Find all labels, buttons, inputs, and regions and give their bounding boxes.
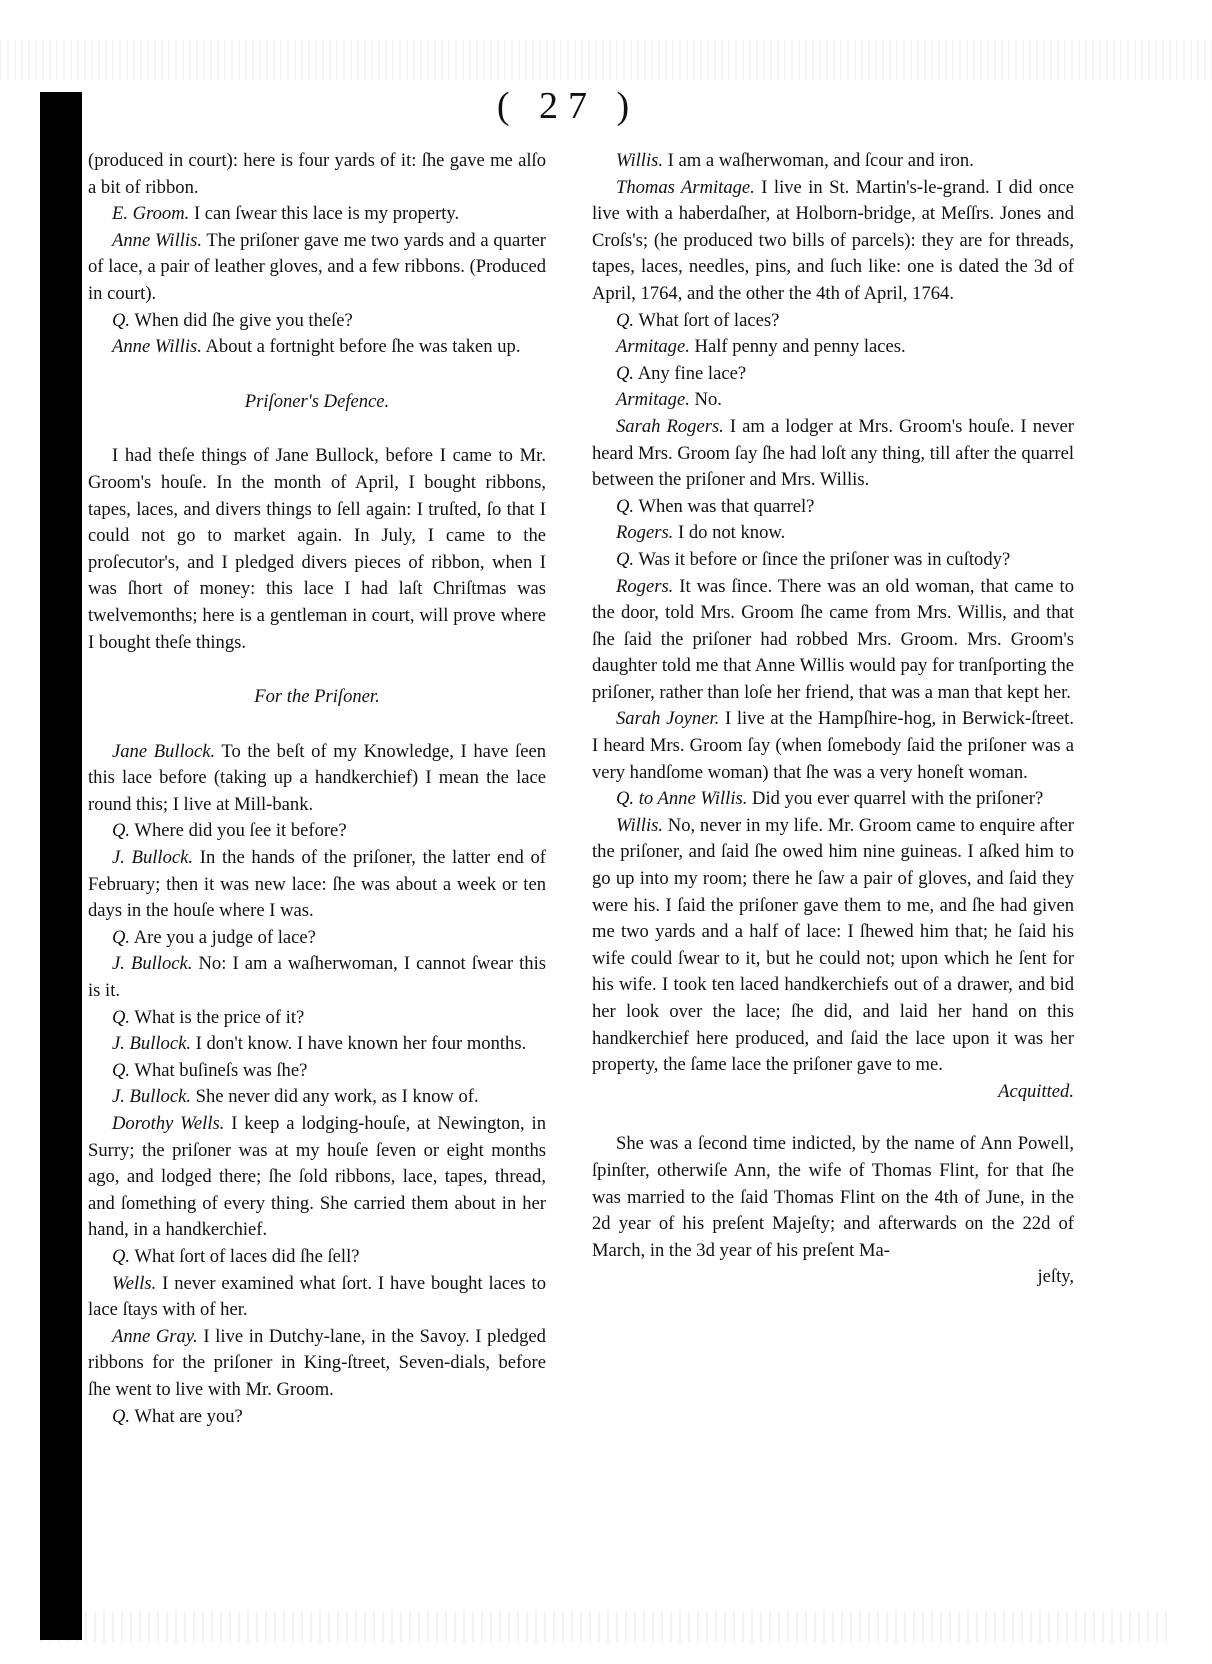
right-para: Armitage. No. — [616, 389, 722, 411]
left-para: Q. When did ſhe give you theſe? — [112, 309, 353, 331]
left-para: (produced in court): here is four yards of it: ſhe gave me alſo a bit of ribbon. — [88, 150, 546, 198]
left-para: Dorothy Wells. I keep a lodging-houſe, at Newington, in Surry; the priſoner was at my houſe ſeven or eight months ago, and lodged there; ſhe ſold ribbons, lace, tapes, thread, and ſomething of every thing. She carried them about in her hand, in a handkerchief. — [88, 1113, 547, 1241]
scan-noise-bottom — [40, 1612, 1170, 1642]
right-column — [592, 148, 1074, 1291]
left-para: Q. What is the price of it? — [112, 1006, 305, 1028]
defence-para: I had theſe things of Jane Bullock, before I came to Mr. Groom's houſe. In the month of April, I bought ribbons, tapes, laces, and divers things to ſell again: I truſted, ſo that I could not go to market again. In July, I came to the proſecutor's, and I pledged divers pieces of ribbon, when I was ſhort of money: this lace I had laſt Chriſtmas was twelvemonths; here is a gentleman in court, will prove where I bought theſe things. — [88, 445, 546, 653]
catchword: jeſty, — [1037, 1266, 1074, 1288]
left-para: Q. What buſineſs was ſhe? — [112, 1059, 308, 1081]
right-para: Q. What ſort of laces? — [616, 309, 780, 331]
left-para: Jane Bullock. To the beſt of my Knowledge, I have ſeen this lace before (taking up a handkerchief) I mean the lace round this; I live at Mill-bank. — [88, 740, 547, 815]
binding-shadow — [40, 92, 82, 1640]
page-number: ( 27 ) — [496, 85, 640, 127]
scan-noise-top — [0, 40, 1212, 80]
left-para: J. Bullock. In the hands of the priſoner, the latter end of February; then it was new lace: ſhe was about a week or ten days in the houſe where I was. — [88, 847, 546, 922]
left-column — [88, 148, 546, 1430]
left-para: Anne Gray. I live in Dutchy-lane, in the Savoy. I pledged ribbons for the priſoner in King-ſtreet, Seven-dials, before ſhe went to live with Mr. Groom. — [88, 1325, 546, 1400]
left-para: J. Bullock. I don't know. I have known her four months. — [112, 1033, 527, 1055]
left-para: J. Bullock. She never did any work, as I know of. — [112, 1086, 479, 1108]
left-para: Q. What are you? — [112, 1405, 243, 1427]
left-para: Q. Where did you ſee it before? — [112, 820, 347, 842]
right-para: Q. Was it before or ſince the priſoner was in cuſtody? — [616, 548, 1011, 570]
verdict: Acquitted. — [998, 1080, 1074, 1102]
section-heading-defence: Priſoner's Defence. — [244, 390, 390, 412]
right-para: Sarah Joyner. I live at the Hampſhire-hog, in Berwick-ſtreet. I heard Mrs. Groom ſay (when ſomebody ſaid the priſoner was a very handſome woman) that ſhe was a very honeſt woman. — [592, 708, 1074, 783]
section-heading-for-prisoner: For the Priſoner. — [254, 686, 380, 708]
right-para: Q. When was that quarrel? — [616, 495, 815, 517]
left-para: J. Bullock. No: I am a waſherwoman, I cannot ſwear this is it. — [88, 953, 546, 1002]
right-para: Thomas Armitage. I live in St. Martin's-le-grand. I did once live with a haberdaſher, at Holborn-bridge, at Meſſrs. Jones and Croſs's; (he produced two bills of parcels): they are for threads, tapes, laces, needles, pins, and ſuch like: one is dated the 3d of April, 1764, and the other the 4th of April, 1764. — [592, 176, 1074, 304]
left-para: E. Groom. I can ſwear this lace is my property. — [112, 203, 460, 225]
right-para: Rogers. I do not know. — [616, 522, 786, 544]
left-para: Wells. I never examined what ſort. I have bought laces to lace ſtays with of her. — [88, 1272, 546, 1321]
left-para: Q. Are you a judge of lace? — [112, 926, 316, 948]
right-para: Q. to Anne Willis. Did you ever quarrel with the priſoner? — [616, 788, 1044, 810]
left-para: Anne Willis. About a fortnight before ſhe was taken up. — [112, 336, 521, 358]
indictment-para: She was a ſecond time indicted, by the name of Ann Powell, ſpinſter, otherwiſe Ann, the wife of Thomas Flint, for that ſhe was married to the ſaid Thomas Flint on the 4th of June, in the 2d year of his preſent Majeſty; and afterwards on the 22d of March, in the 3d year of his preſent Ma- — [592, 1133, 1074, 1261]
right-para: Willis. I am a waſherwoman, and ſcour and iron. — [616, 150, 974, 171]
right-para: Sarah Rogers. I am a lodger at Mrs. Groom's houſe. I never heard Mrs. Groom ſay ſhe had loſt any thing, till after the quarrel between the priſoner and Mrs. Willis. — [592, 415, 1074, 491]
right-para: Q. Any fine lace? — [616, 362, 747, 384]
left-para: Anne Willis. The priſoner gave me two yards and a quarter of lace, a pair of leather gloves, and a few ribbons. (Produced in court). — [88, 229, 547, 304]
right-para: Rogers. It was ſince. There was an old woman, that came to the door, told Mrs. Groom ſhe came from Mrs. Willis, and that ſhe ſaid the priſoner had robbed Mrs. Groom. Mrs. Groom's daughter told me that Anne Willis would pay for tranſporting the priſoner, rather than loſe her friend, that was a man that kept her. — [592, 575, 1074, 703]
right-para: Armitage. Half penny and penny laces. — [616, 336, 906, 358]
left-para: Q. What ſort of laces did ſhe ſell? — [112, 1245, 360, 1267]
right-para: Willis. No, never in my life. Mr. Groom came to enquire after the priſoner, and ſaid ſhe owed him nine guineas. I aſked him to go up into my room; there he ſaw a pair of gloves, and ſaid they were his. I ſaid the priſoner gave them to me, and ſhe had given me two yards and a half of lace: I ſhewed him that; he ſaid his wife could ſwear to it, but he could not; upon which he ſent for his wife. I took ten laced handkerchiefs out of a drawer, and bid her look over the lace; ſhe did, and laid her hand on this handkerchief here produced, and ſaid the lace upon it was her property, the ſame lace the priſoner gave to me. — [592, 814, 1074, 1076]
